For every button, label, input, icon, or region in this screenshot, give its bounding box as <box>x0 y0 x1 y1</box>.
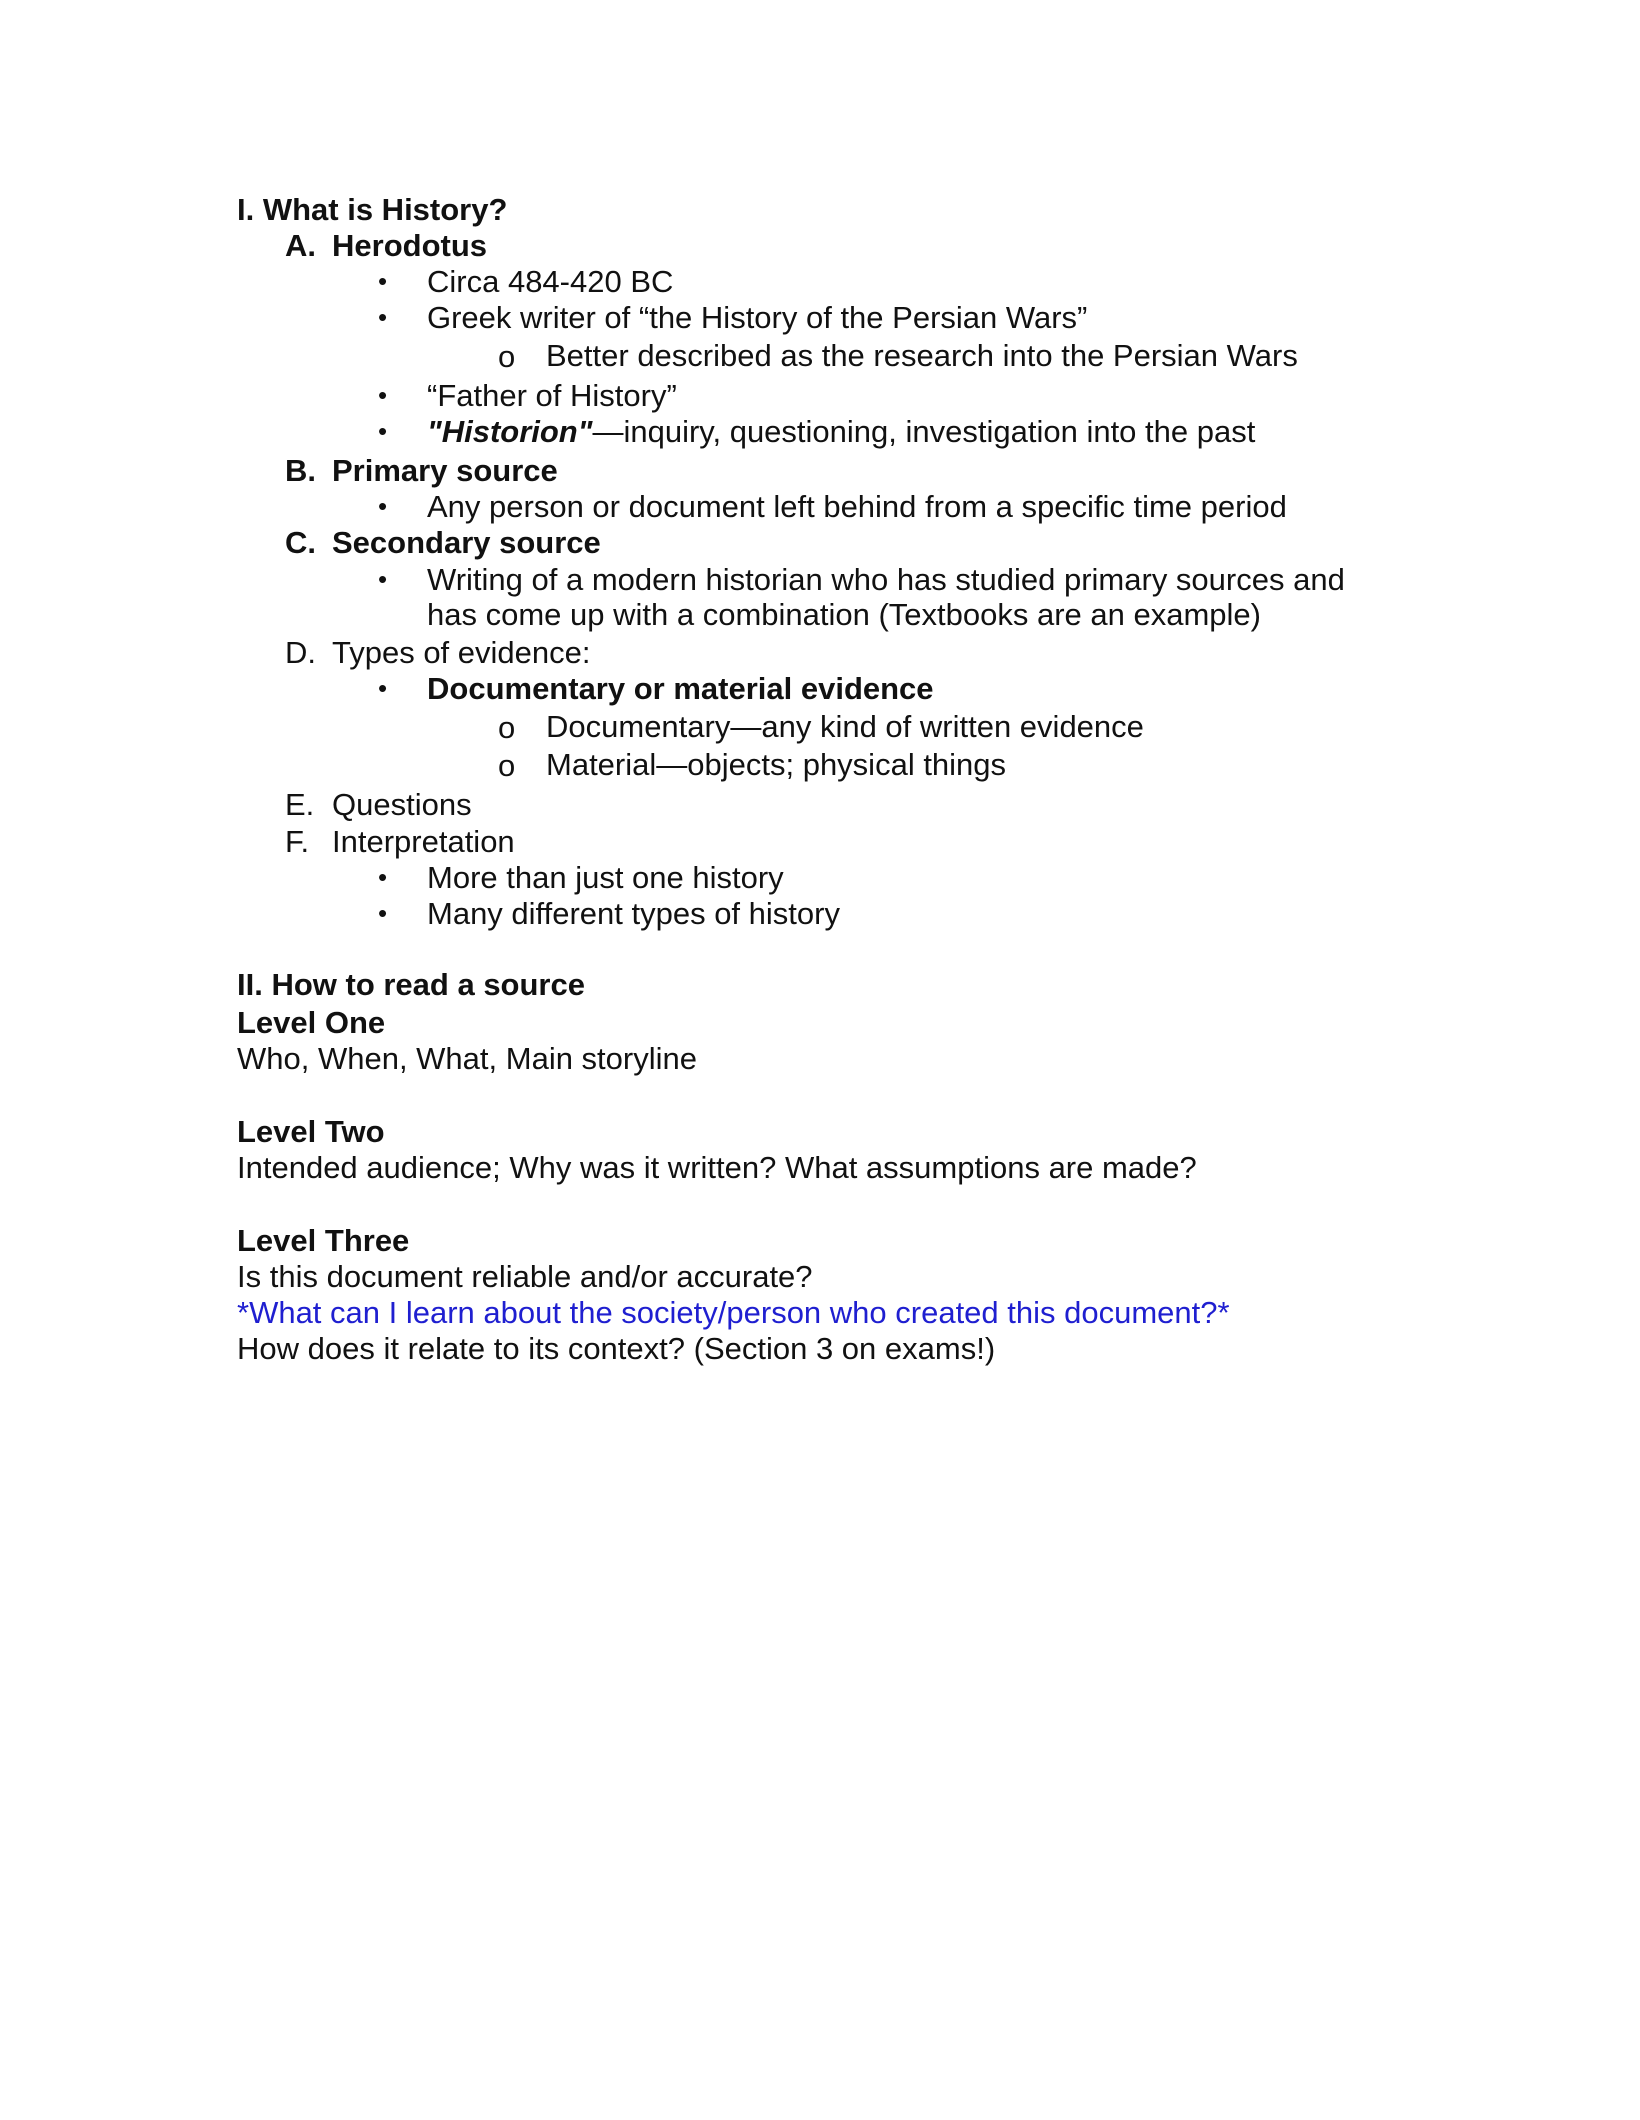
level-three-title: Level Three <box>237 1223 410 1258</box>
historion-text: —inquiry, questioning, investigation into the past <box>592 414 1256 449</box>
item-f-marker: F. <box>285 824 310 859</box>
list-item: “Father of History” <box>427 378 677 413</box>
bullet-icon: • <box>378 491 388 521</box>
list-item: Greek writer of “the History of the Persian Wars” <box>427 300 1088 335</box>
list-item: Many different types of history <box>427 896 840 931</box>
sub-list-item: Material—objects; physical things <box>546 747 1007 782</box>
bullet-icon: • <box>378 266 388 296</box>
list-item: Any person or document left behind from a specific time period <box>427 489 1287 524</box>
item-f-title: Interpretation <box>332 824 515 859</box>
bullet-icon: • <box>378 564 388 594</box>
level-one-text: Who, When, What, Main storyline <box>237 1041 697 1076</box>
level-three-line-3: How does it relate to its context? (Section 3 on exams!) <box>237 1331 996 1366</box>
level-three-highlight: *What can I learn about the society/person who created this document?* <box>237 1295 1230 1330</box>
level-two-title: Level Two <box>237 1114 385 1149</box>
item-b-marker: B. <box>285 453 316 488</box>
item-c-title: Secondary source <box>332 525 601 560</box>
item-e-marker: E. <box>285 787 315 822</box>
list-item-continuation: has come up with a combination (Textbooks are an example) <box>427 597 1261 632</box>
list-item: More than just one history <box>427 860 784 895</box>
item-e-title: Questions <box>332 787 472 822</box>
item-b-title: Primary source <box>332 453 558 488</box>
item-a-marker: A. <box>285 228 316 263</box>
sub-list-item: Better described as the research into the Persian Wars <box>546 338 1298 373</box>
level-one-title: Level One <box>237 1005 386 1040</box>
bullet-icon: • <box>378 673 388 703</box>
sub-bullet-icon: o <box>498 748 516 783</box>
section-1-heading: I. What is History? <box>237 192 508 227</box>
bullet-icon: • <box>378 380 388 410</box>
list-item: Documentary or material evidence <box>427 671 934 706</box>
bullet-icon: • <box>378 302 388 332</box>
bullet-icon: • <box>378 862 388 892</box>
item-d-title: Types of evidence: <box>332 635 591 670</box>
bullet-icon: • <box>378 898 388 928</box>
level-three-line-1: Is this document reliable and/or accurate? <box>237 1259 813 1294</box>
section-2-heading: II. How to read a source <box>237 967 585 1002</box>
sub-list-item: Documentary—any kind of written evidence <box>546 709 1144 744</box>
item-d-marker: D. <box>285 635 316 670</box>
bullet-icon: • <box>378 416 388 446</box>
list-item: Writing of a modern historian who has studied primary sources and <box>427 562 1345 597</box>
list-item: Circa 484-420 BC <box>427 264 674 299</box>
sub-bullet-icon: o <box>498 710 516 745</box>
level-two-text: Intended audience; Why was it written? What assumptions are made? <box>237 1150 1197 1185</box>
historion-line <box>427 416 1255 447</box>
sub-bullet-icon: o <box>498 339 516 374</box>
historion-term: "Historion" <box>427 414 593 449</box>
item-a-title: Herodotus <box>332 228 487 263</box>
item-c-marker: C. <box>285 525 316 560</box>
